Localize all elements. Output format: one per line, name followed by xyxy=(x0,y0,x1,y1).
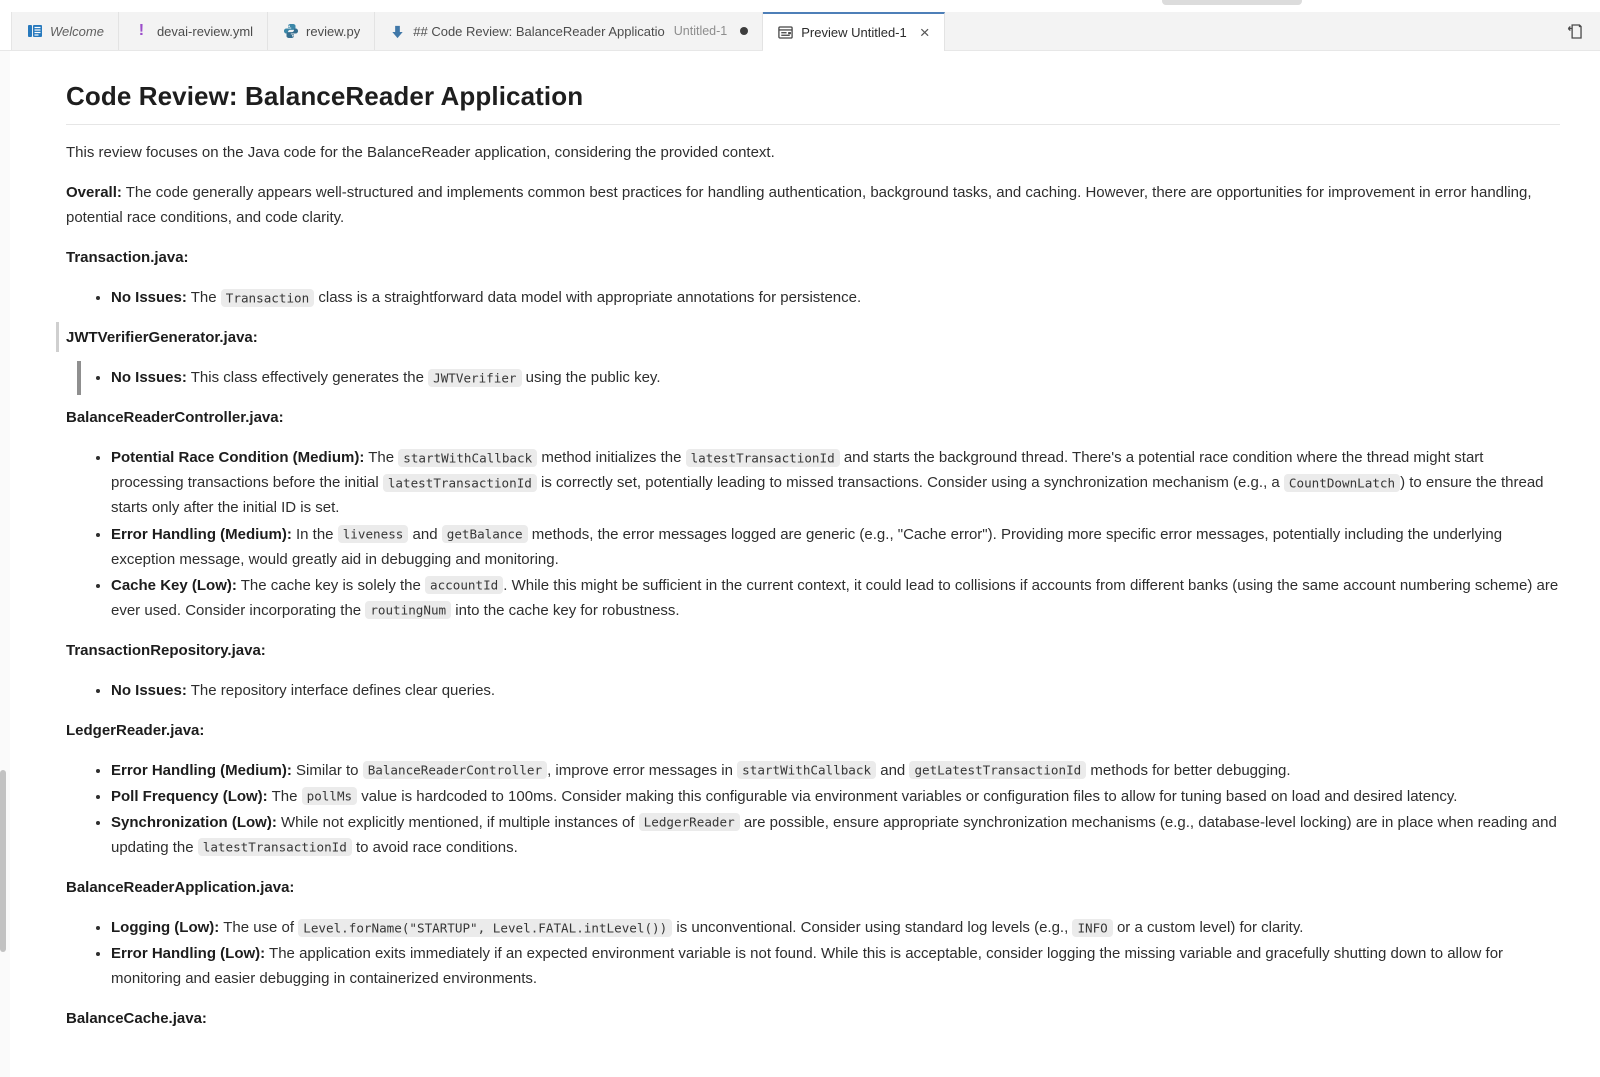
inline-code: JWTVerifier xyxy=(428,369,521,387)
tab-secondary-label: Untitled-1 xyxy=(673,24,728,38)
paragraph: This review focuses on the Java code for the BalanceReader application, considering the provided context. xyxy=(66,144,775,161)
inline-code: CountDownLatch xyxy=(1284,474,1400,492)
inline-code: getLatestTransactionId xyxy=(909,761,1086,779)
list-item: • Error Handling (Medium): Similar to BalanceReaderController , improve error messages in startWithCallback and getLatestTransactionId methods for better debugging. xyxy=(111,758,1560,783)
list-item: • No Issues: This class effectively generates the JWTVerifier using the public key. xyxy=(111,365,1560,390)
bold-text: Logging (Low): xyxy=(111,919,220,937)
inline-code: BalanceReaderController xyxy=(363,761,547,779)
inline-code: Level.forName("STARTUP", Level.FATAL.intLevel()) xyxy=(298,919,672,937)
list-item: • No Issues: The repository interface defines clear queries. xyxy=(111,678,1560,703)
bold-text: No Issues: xyxy=(111,289,187,307)
bold-text: Error Handling (Medium): xyxy=(111,525,292,543)
modified-dot-icon xyxy=(740,27,748,35)
bold-text: Potential Race Condition (Medium): xyxy=(111,449,365,467)
inline-code: INFO xyxy=(1072,919,1112,937)
inline-code: startWithCallback xyxy=(398,449,537,467)
preview-icon xyxy=(777,24,794,41)
welcome-icon xyxy=(26,23,43,40)
list-item: • Potential Race Condition (Medium): The startWithCallback method initializes the latestTransactionId and starts the background thread. There's a potential race condition where the thread might start processing transactions before the initial latestTransactionId is correctly set, potentially leading to missed transactions. Consider using a synchronization mechanism (e.g., a CountDownLatch ) to ensure the thread starts only after the initial ID is set. xyxy=(111,445,1560,520)
inline-code: LedgerReader xyxy=(639,813,740,831)
file-heading: LedgerReader.java: xyxy=(66,721,205,739)
editor-actions xyxy=(1565,12,1584,51)
file-heading: BalanceReaderController.java: xyxy=(66,409,284,427)
paragraph: Overall: The code generally appears well-structured and implements common best practices for handling authentication, background tasks, and caching. However, there are opportunities for improvement in error handling, potential race conditions, and code clarity. xyxy=(66,184,1532,227)
editor-work-area xyxy=(0,51,1600,1077)
inline-code: routingNum xyxy=(365,601,451,619)
window-top-strip xyxy=(0,0,1600,12)
dialog-remnant xyxy=(1162,0,1302,5)
scrollbar-thumb[interactable] xyxy=(0,770,6,952)
file-heading: Transaction.java: xyxy=(66,249,189,267)
yaml-warning-icon: ! xyxy=(138,22,145,39)
file-heading: BalanceReaderApplication.java: xyxy=(66,879,295,897)
inline-code: Transaction xyxy=(221,289,314,307)
tab-label: ## Code Review: BalanceReader Applicatio xyxy=(413,23,665,39)
list-item: • Synchronization (Low): While not explicitly mentioned, if multiple instances of LedgerReader are possible, ensure appropriate synchronization mechanisms (e.g., database-level locking) are in place when reading and updating the latestTransactionId to avoid race conditions. xyxy=(111,810,1560,860)
document-body xyxy=(66,140,1560,1031)
tab-bar-left-gap xyxy=(0,12,12,50)
bold-text: Error Handling (Medium): xyxy=(111,761,292,779)
tab-label: devai-review.yml xyxy=(156,23,254,39)
left-edge-strip xyxy=(0,51,10,1077)
inline-code: liveness xyxy=(338,525,409,543)
tab-preview-untitled-1[interactable] xyxy=(763,12,944,51)
list-item: • No Issues: The Transaction class is a straightforward data model with appropriate annotations for persistence. xyxy=(111,285,1560,310)
inline-code: getBalance xyxy=(442,525,528,543)
file-heading: BalanceCache.java: xyxy=(66,1010,207,1028)
file-heading: JWTVerifierGenerator.java: xyxy=(66,325,1560,350)
inline-code: startWithCallback xyxy=(737,761,876,779)
markdown-down-arrow-icon xyxy=(389,23,406,40)
split-editor-icon[interactable] xyxy=(1565,22,1584,41)
file-heading: TransactionRepository.java: xyxy=(66,641,266,659)
issue-list xyxy=(66,365,1560,390)
issue-list xyxy=(66,678,1560,703)
list-item: • Error Handling (Low): The application exits immediately if an expected environment variable is not found. While this is acceptable, consider logging the missing variable and gracefully shutting down to allow for monitoring and easier debugging in containerized environments. xyxy=(111,941,1560,991)
inline-code: latestTransactionId xyxy=(383,474,537,492)
editor-tab-bar xyxy=(0,12,1600,51)
inline-code: pollMs xyxy=(302,787,358,805)
list-item: • Cache Key (Low): The cache key is solely the accountId . While this might be sufficient in the current context, it could lead to collisions if accounts from different banks (using the same account numbering scheme) are ever used. Consider incorporating the routingNum into the cache key for robustness. xyxy=(111,573,1560,623)
tab-code-review-md[interactable] xyxy=(375,12,763,50)
bold-text: Overall: xyxy=(66,184,122,202)
tab-label: review.py xyxy=(306,23,361,39)
tab-label: Preview Untitled-1 xyxy=(801,25,907,40)
bold-text: Error Handling (Low): xyxy=(111,945,266,963)
list-item: • Logging (Low): The use of Level.forName("STARTUP", Level.FATAL.intLevel()) is unconventional. Consider using standard log levels (e.g., INFO or a custom level) for clarity. xyxy=(111,915,1560,940)
bold-text: No Issues: xyxy=(111,369,187,387)
bold-text: Poll Frequency (Low): xyxy=(111,787,268,805)
issue-list xyxy=(66,915,1560,991)
bold-text: No Issues: xyxy=(111,681,187,699)
page-title: Code Review: BalanceReader Application xyxy=(66,81,1560,125)
issue-list xyxy=(66,285,1560,310)
tab-devai-review-yml[interactable] xyxy=(119,12,268,50)
bold-text: Cache Key (Low): xyxy=(111,576,237,594)
close-icon[interactable]: × xyxy=(919,23,930,42)
tab-label: Welcome xyxy=(50,23,104,39)
tab-bar-empty-space xyxy=(945,12,1600,50)
python-icon xyxy=(282,23,299,40)
tab-review-py[interactable] xyxy=(268,12,375,50)
inline-code: latestTransactionId xyxy=(686,449,840,467)
bold-text: Synchronization (Low): xyxy=(111,813,277,831)
list-item: • Poll Frequency (Low): The pollMs value is hardcoded to 100ms. Consider making this configurable via environment variables or configuration files to allow for tuning based on load and desired latency. xyxy=(111,784,1560,809)
issue-list xyxy=(66,445,1560,622)
list-item: • Error Handling (Medium): In the liveness and getBalance methods, the error messages logged are generic (e.g., "Cache error"). Providing more specific error messages, potentially including the underlying exception message, would greatly aid in debugging and monitoring. xyxy=(111,522,1560,572)
markdown-preview-pane xyxy=(10,51,1600,1077)
issue-list xyxy=(66,758,1560,860)
inline-code: accountId xyxy=(425,576,503,594)
inline-code: latestTransactionId xyxy=(198,838,352,856)
tab-welcome[interactable] xyxy=(12,12,119,50)
